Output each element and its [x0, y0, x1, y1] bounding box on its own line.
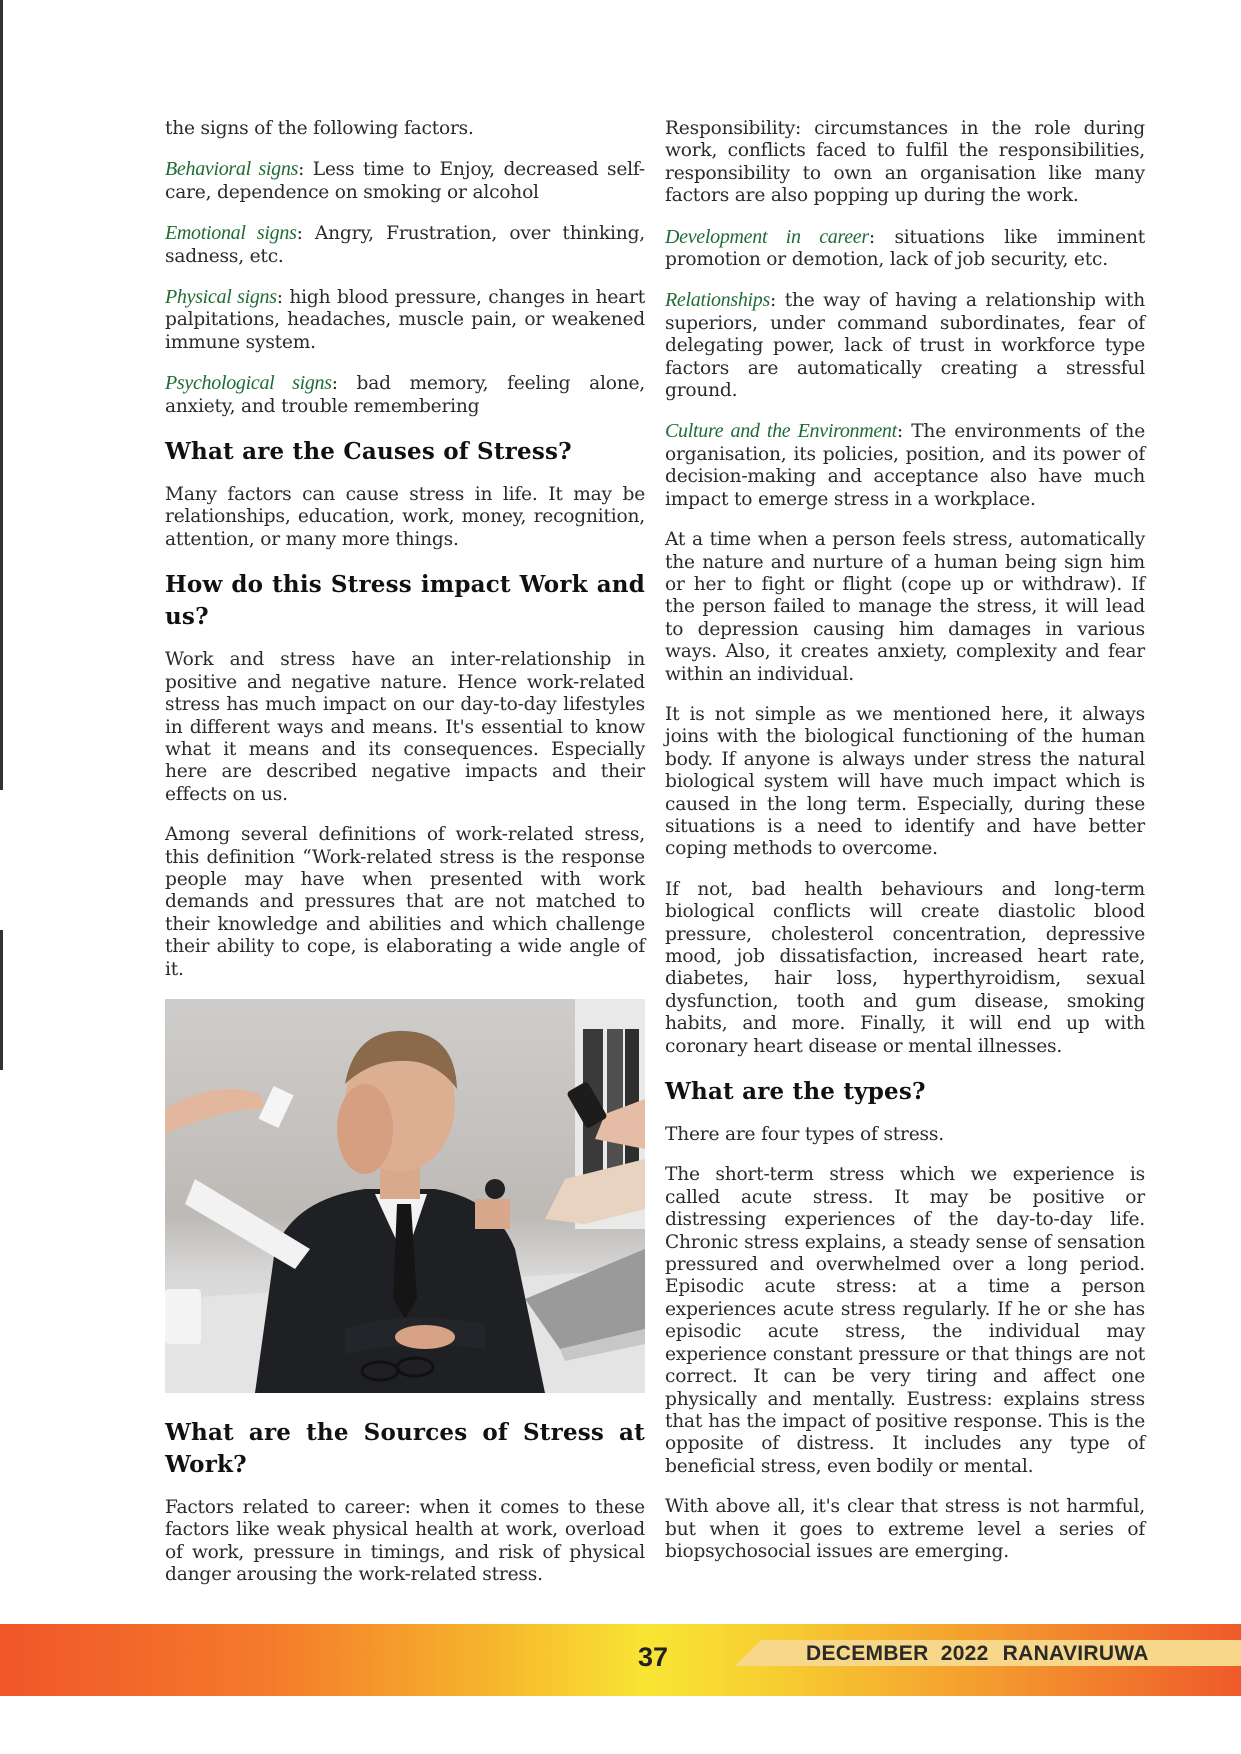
paragraph-health-effects: If not, bad health behaviours and long-term biological conflicts will create diastolic blood pressure, cholesterol concentration, depressive mood, job dissatisfaction, increased heart rate, diabetes, hair loss, hyperthyroidism, sexual dysfunction, tooth and gum disease, smoking habits, and more. Finally, it will end up with coronary heart disease or mental illnesses.: [665, 878, 1145, 1057]
term-description: : situations like imminent promotion or demotion, lack of job security, etc.: [665, 226, 1145, 271]
magazine-name: RANAVIRUWA: [1002, 1642, 1149, 1665]
paragraph-causes: Many factors can cause stress in life. It may be relationships, education, work, money, recognition, attention, or many more things.: [165, 484, 645, 550]
paragraph-impact-2: Among several definitions of work-related stress, this definition “Work-related stress is the response people may have when presented with work demands and pressures that are not matched to their knowledge and abilities and which challenge their ability to cope, is elaborating a wide angle of it.: [165, 824, 645, 980]
term-label: Physical signs: [165, 286, 277, 309]
term-description: : bad memory, feeling alone, anxiety, and trouble remembering: [165, 373, 645, 417]
intro-text: the signs of the following factors.: [165, 118, 474, 139]
term-description: : Angry, Frustration, over thinking, sadness, etc.: [165, 223, 645, 267]
page-edge-mark: [0, 0, 3, 790]
paragraph-fight-flight: At a time when a person feels stress, automatically the nature and nurture of a human being sign him or her to fight or flight (cope up or withdraw). If the person failed to manage the stress, it will lead to depression causing him damages in various ways. Also, it creates anxiety, complexity and fear within an individual.: [665, 529, 1145, 685]
page-number: 37: [638, 1642, 669, 1672]
heading-impact: How do this Stress impact Work and us?: [165, 571, 645, 631]
sign-physical: [165, 286, 645, 354]
photo-illustration: [165, 999, 645, 1393]
heading-causes: What are the Causes of Stress?: [165, 438, 572, 466]
term-label: Culture and the Environment: [665, 420, 897, 443]
page-edge-mark: [0, 930, 3, 1070]
term-description: : the way of having a relationship with superiors, under command subordinates, fear of delegating power, lack of trust in workforce type factors are automatically creating a stressful ground.: [665, 290, 1145, 402]
paragraph-types-detail: The short-term stress which we experience is called acute stress. It may be positive or distressing experiences of the day-to-day life. Chronic stress explains, a steady sense of sensation pressured and overwhelmed over a long period. Episodic acute stress: at a time a person experiences acute stress regularly. If he or she has episodic acute stress, the individual may experience constant pressure or that things are not correct. It can be very tiring and affect one physically and mentally. Eustress: explains stress that has the impact of positive response. This is the opposite of distress. It includes any type of beneficial stress, even bodily or mental.: [665, 1164, 1145, 1477]
paragraph-sources: Factors related to career: when it comes to these factors like weak physical health at work, overload of work, pressure in timings, and risk of physical danger arousing the work-related stress.: [165, 1496, 645, 1586]
term-label: Development in career: [665, 225, 869, 248]
term-label: Behavioral signs: [165, 158, 299, 181]
issue-label: [806, 1642, 1149, 1666]
term-label: Psychological signs: [165, 372, 332, 395]
factor-development: [665, 226, 1145, 272]
page-footer: [0, 1624, 1241, 1696]
sign-psychological: [165, 372, 645, 418]
term-label: Relationships: [665, 289, 770, 312]
heading-types: What are the types?: [665, 1078, 926, 1106]
left-column: [165, 118, 645, 1605]
paragraph-responsibility: Responsibility: circumstances in the role during work, conflicts faced to fulfil the responsibilities, responsibility to own an organisation like many factors are also popping up during the work.: [665, 118, 1145, 207]
sign-behavioral: [165, 158, 645, 204]
paragraph-impact-1: Work and stress have an inter-relationship in positive and negative nature. Hence work-related stress has much impact on our day-to-day lifestyles in different ways and means. It's essential to know what it means and its consequences. Especially here are described negative impacts and their effects on us.: [165, 649, 645, 805]
paragraph-types-intro: There are four types of stress.: [665, 1124, 944, 1146]
paragraph-biological: It is not simple as we mentioned here, it always joins with the biological functioning of the human body. If anyone is always under stress the natural biological system will have much impact which is caused in the long term. Especially, during these situations is a need to identify and have better coping methods to overcome.: [665, 703, 1145, 860]
right-column: [665, 118, 1145, 1581]
stressed-businessman-photo: [165, 999, 645, 1393]
paragraph-conclusion: With above all, it's clear that stress is not harmful, but when it goes to extreme level a series of biopsychosocial issues are emerging.: [665, 1496, 1145, 1562]
term-description: : The environments of the organisation, its policies, position, and its power of decision-making and acceptance also have much impact to emerge stress in a workplace.: [665, 421, 1145, 510]
factor-relationships: [665, 289, 1145, 402]
term-description: : high blood pressure, changes in heart palpitations, headaches, muscle pain, or weakened immune system.: [165, 287, 645, 353]
heading-sources: What are the Sources of Stress at Work?: [165, 1418, 645, 1478]
issue-date: DECEMBER 2022: [806, 1642, 989, 1665]
factor-culture: [665, 420, 1145, 511]
term-description: : Less time to Enjoy, decreased self-care, dependence on smoking or alcohol: [165, 159, 645, 203]
term-label: Emotional signs: [165, 222, 297, 245]
sign-emotional: [165, 222, 645, 268]
